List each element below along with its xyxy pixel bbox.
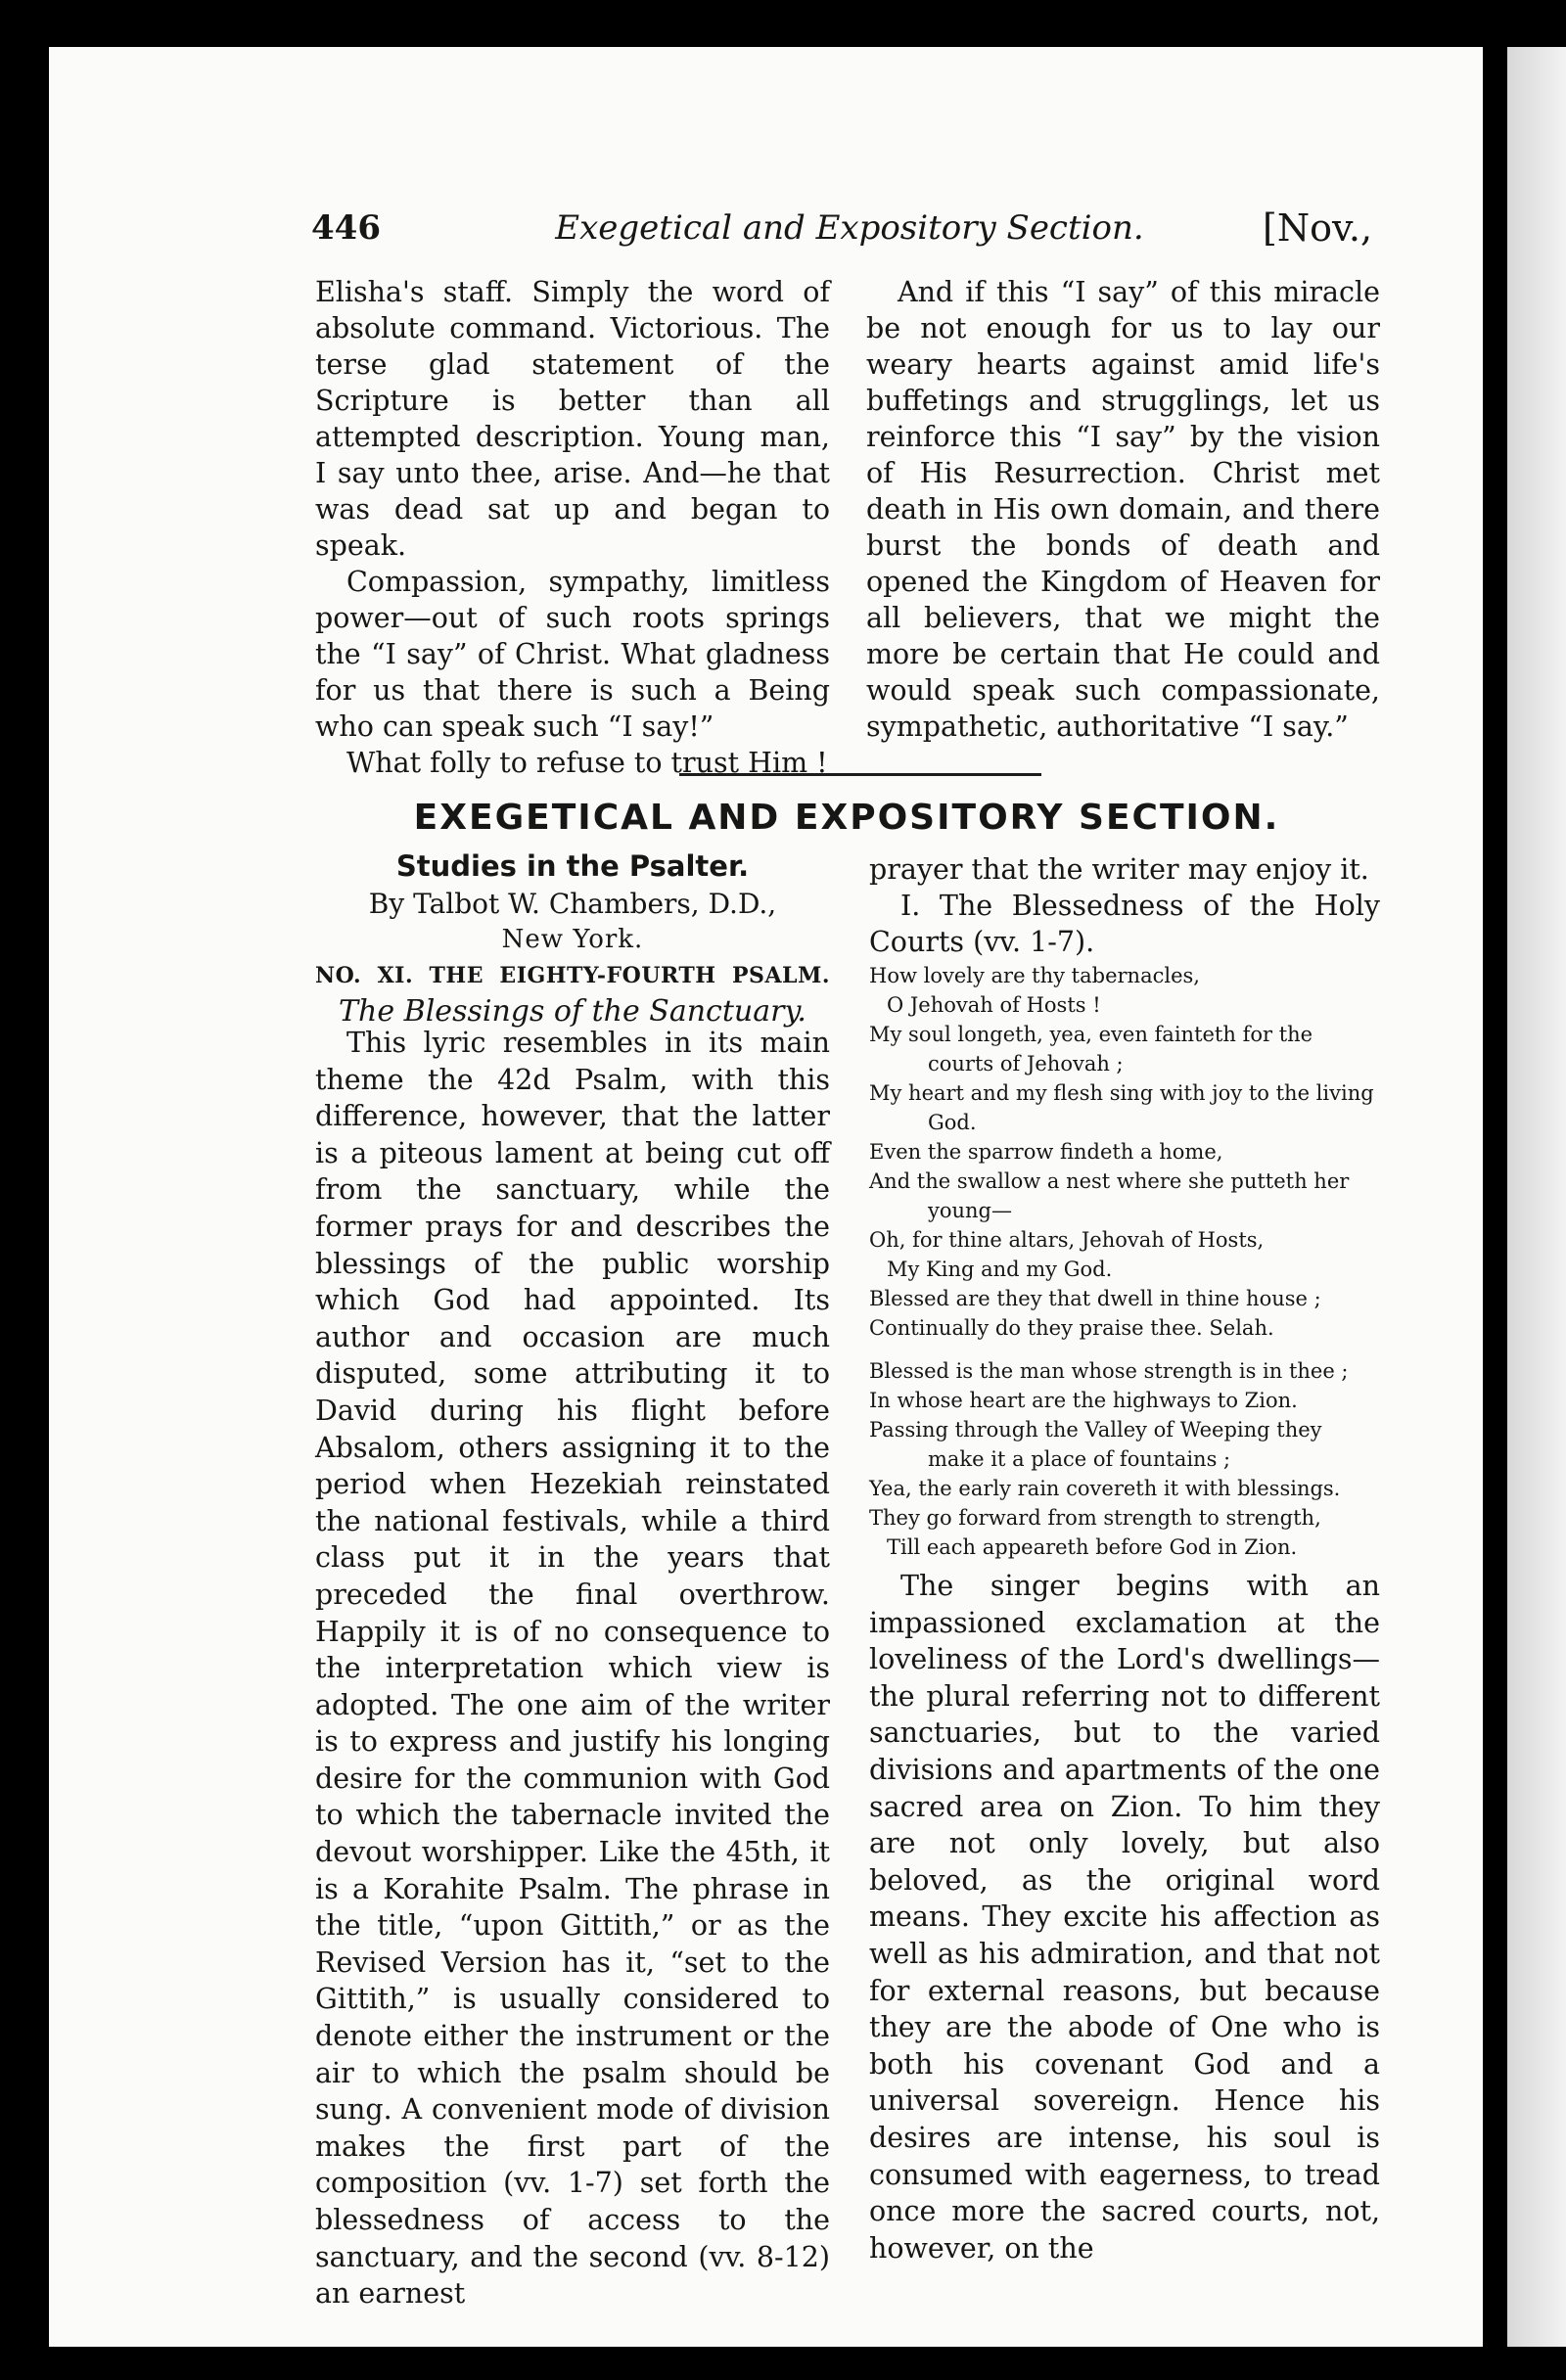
paragraph: This lyric resembles in its main theme the 42d Psalm, with this difference, however, that the latter is a piteous lament at being cut off from the sanctuary, while the former prays for and describes the blessings of the public worship which God had appointed. Its author and occasion are much disputed, some attributing it to David during his flight before Absalom, others assigning it to the period when Hezekiah reinstated the national festivals, while a third class put it in the years that preceded the final overthrow. Happily it is of no consequence to the interpretation which view is adopted. The one aim of the writer is to express and justify his longing desire for the communion with God to which the tabernacle invited the devout worshipper. Like the 45th, it is a Korahite Psalm. The phrase in the title, “upon Gittith,” or as the Revised Version has it, “set to the Gittith,” is usually considered to denote either the instrument or the air to which the psalm should be sung. A convenient mode of division makes the first part of the composition (vv. 1-7) set forth the blessedness of access to the sanctuary, and the second (vv. 8-12) an earnest [315,1027,830,2311]
paragraph: The singer begins with an impassioned exclamation at the loveliness of the Lord's dwellings—the plural referring not to different sanctuaries, but to the varied divisions and apartments of the one sacred area on Zion. To him they are not only lovely, but also beloved, as the original word means. They excite his affection as well as his admiration, and that not for external reasons, but because they are the abode of One who is both his covenant God and a universal sovereign. Hence his desires are intense, his soul is consumed with eagerness, to tread once more the sacred courts, not, however, on the [869,1570,1380,2265]
verse-line: Continually do they praise thee. Selah. [869,1316,1274,1340]
article-header [315,847,830,1030]
article-number: NO. XI. THE EIGHTY-FOURTH PSALM. [315,963,830,988]
verse-line: O Jehovah of Hosts ! [887,993,1101,1017]
verse-line: Passing through the Valley of Weeping they make it a place of fountains ; [869,1418,1322,1471]
verse-line: Blessed are they that dwell in thine house ; [869,1287,1321,1310]
psalm-stanza [869,961,1380,1343]
paragraph: What folly to refuse to trust Him ! [346,747,828,779]
verse-line: Oh, for thine altars, Jehovah of Hosts, [869,1228,1265,1252]
part-heading: I. The Blessedness of the Holy Courts (vv. 1-7). [869,890,1380,958]
verse-line: And the swallow a nest where she putteth her young— [869,1169,1350,1222]
paragraph: Elisha's staff. Simply the word of absolute command. Victorious. The terse glad statement of the Scripture is better than all attempted description. Young man, I say unto thee, arise. And—he that was dead sat up and began to speak. [315,276,830,562]
paragraph-continuation: prayer that the writer may enjoy it. [869,853,1369,886]
continuation-left-column [315,274,830,781]
section-title: EXEGETICAL AND EXPOSITORY SECTION. [413,798,1280,838]
byline: By Talbot W. Chambers, D.D., [368,888,777,920]
article-right-column-top [869,851,1380,960]
paragraph: And if this “I say” of this miracle be not enough for us to lay our weary hearts against amid life's buffetings and strugglings, let us reinforce this “I say” by the vision of His Resurrection. Christ met death in His own domain, and there burst the bonds of death and opened the Kingdom of Heaven for all believers, that we might the more be certain that He could and would speak such compassionate, sympathetic, authoritative “I say.” [866,276,1380,743]
verse-line: My King and my God. [887,1258,1113,1281]
running-title: Exegetical and Expository Section. [555,208,1144,248]
verse-line: Yea, the early rain covereth it with blessings. [869,1477,1341,1500]
verse-line: In whose heart are the highways to Zion. [869,1389,1298,1412]
byline-location: New York. [501,925,644,954]
page-gutter [1483,20,1507,2380]
verse-line: Even the sparrow findeth a home, [869,1140,1223,1164]
verse-line: Till each appeareth before God in Zion. [887,1535,1298,1559]
article-right-column-bottom [869,1568,1380,2266]
verse-line: How lovely are thy tabernacles, [869,964,1200,987]
continuation-right-column [866,274,1380,745]
verse-line: Blessed is the man whose strength is in thee ; [869,1359,1349,1383]
psalm-quotation [869,961,1380,1576]
verse-line: They go forward from strength to strength, [869,1506,1321,1530]
verse-line: My heart and my flesh sing with joy to the living God. [869,1081,1374,1134]
running-date: [Nov., [1263,206,1373,250]
series-title: Studies in the Psalter. [395,849,750,883]
article-left-column [315,1025,830,2312]
paragraph: Compassion, sympathy, limitless power—out of such roots springs the “I say” of Christ. What gladness for us that there is such a Being who can speak such “I say!” [315,566,830,743]
article-subtitle: The Blessings of the Sanctuary. [339,994,806,1029]
section-divider [679,773,1041,776]
page-number: 446 [311,208,381,248]
facing-page-edge [1507,47,1566,2347]
psalm-stanza [869,1356,1380,1562]
verse-line: My soul longeth, yea, even fainteth for the courts of Jehovah ; [869,1023,1313,1076]
